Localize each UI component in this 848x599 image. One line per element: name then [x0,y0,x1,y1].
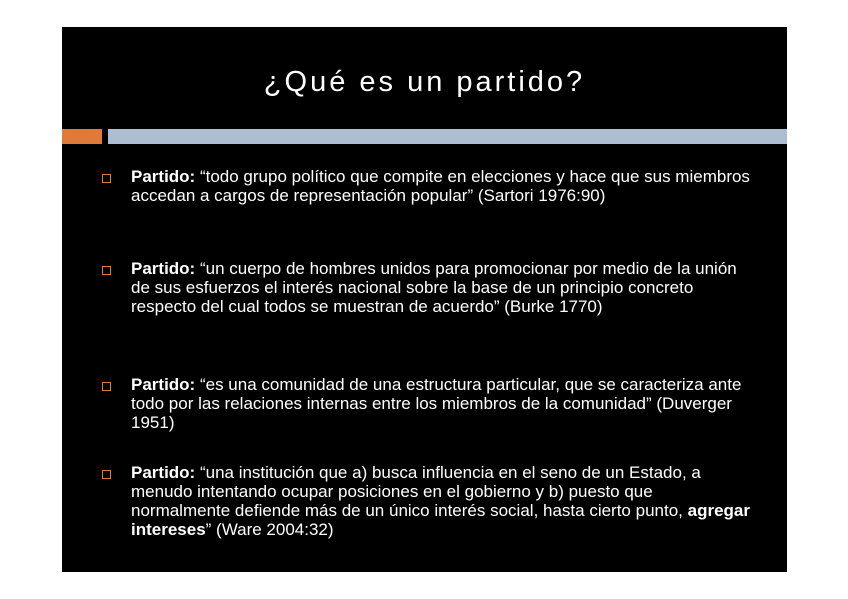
square-bullet-icon [102,382,111,391]
bullet-emphasis: agregar intereses [131,501,750,539]
bullet-item [102,375,752,432]
bullet-text [131,375,752,432]
bullet-term: Partido: [131,167,196,186]
bullet-term: Partido: [131,375,196,394]
bullet-term: Partido: [131,259,196,278]
square-bullet-icon [102,174,111,183]
bullet-item [102,167,752,205]
accent-bar-orange [62,129,102,144]
slide-title: ¿Qué es un partido? [263,65,586,98]
square-bullet-icon [102,470,111,479]
square-bullet-icon [102,266,111,275]
bullet-definition: “un cuerpo de hombres unidos para promocionar por medio de la unión de sus esfuerzos el interés nacional sobre la base de un principio concreto respecto del cual todos se muestran de acuerdo” (Burke 1770) [131,259,737,316]
bullet-text [131,463,752,539]
bullet-item [102,259,752,316]
accent-bar-blue [108,129,787,144]
bullet-definition: “todo grupo político que compite en elecciones y hace que sus miembros accedan a cargos de representación popular” (Sartori 1976:90) [131,167,750,205]
bullet-term: Partido: [131,463,196,482]
bullet-definition-end: ” (Ware 2004:32) [205,520,334,539]
bullet-definition: “es una comunidad de una estructura particular, que se caracteriza ante todo por las relaciones internas entre los miembros de la comunidad” (Duverger 1951) [131,375,742,432]
bullet-item [102,463,752,539]
bullet-definition: “una institución que a) busca influencia en el seno de un Estado, a menudo intentando ocupar posiciones en el gobierno y b) puesto que normalmente defiende más de un único interés social, hasta cierto punto, [131,463,701,520]
bullet-text [131,167,752,205]
slide [62,27,787,572]
bullet-text [131,259,752,316]
